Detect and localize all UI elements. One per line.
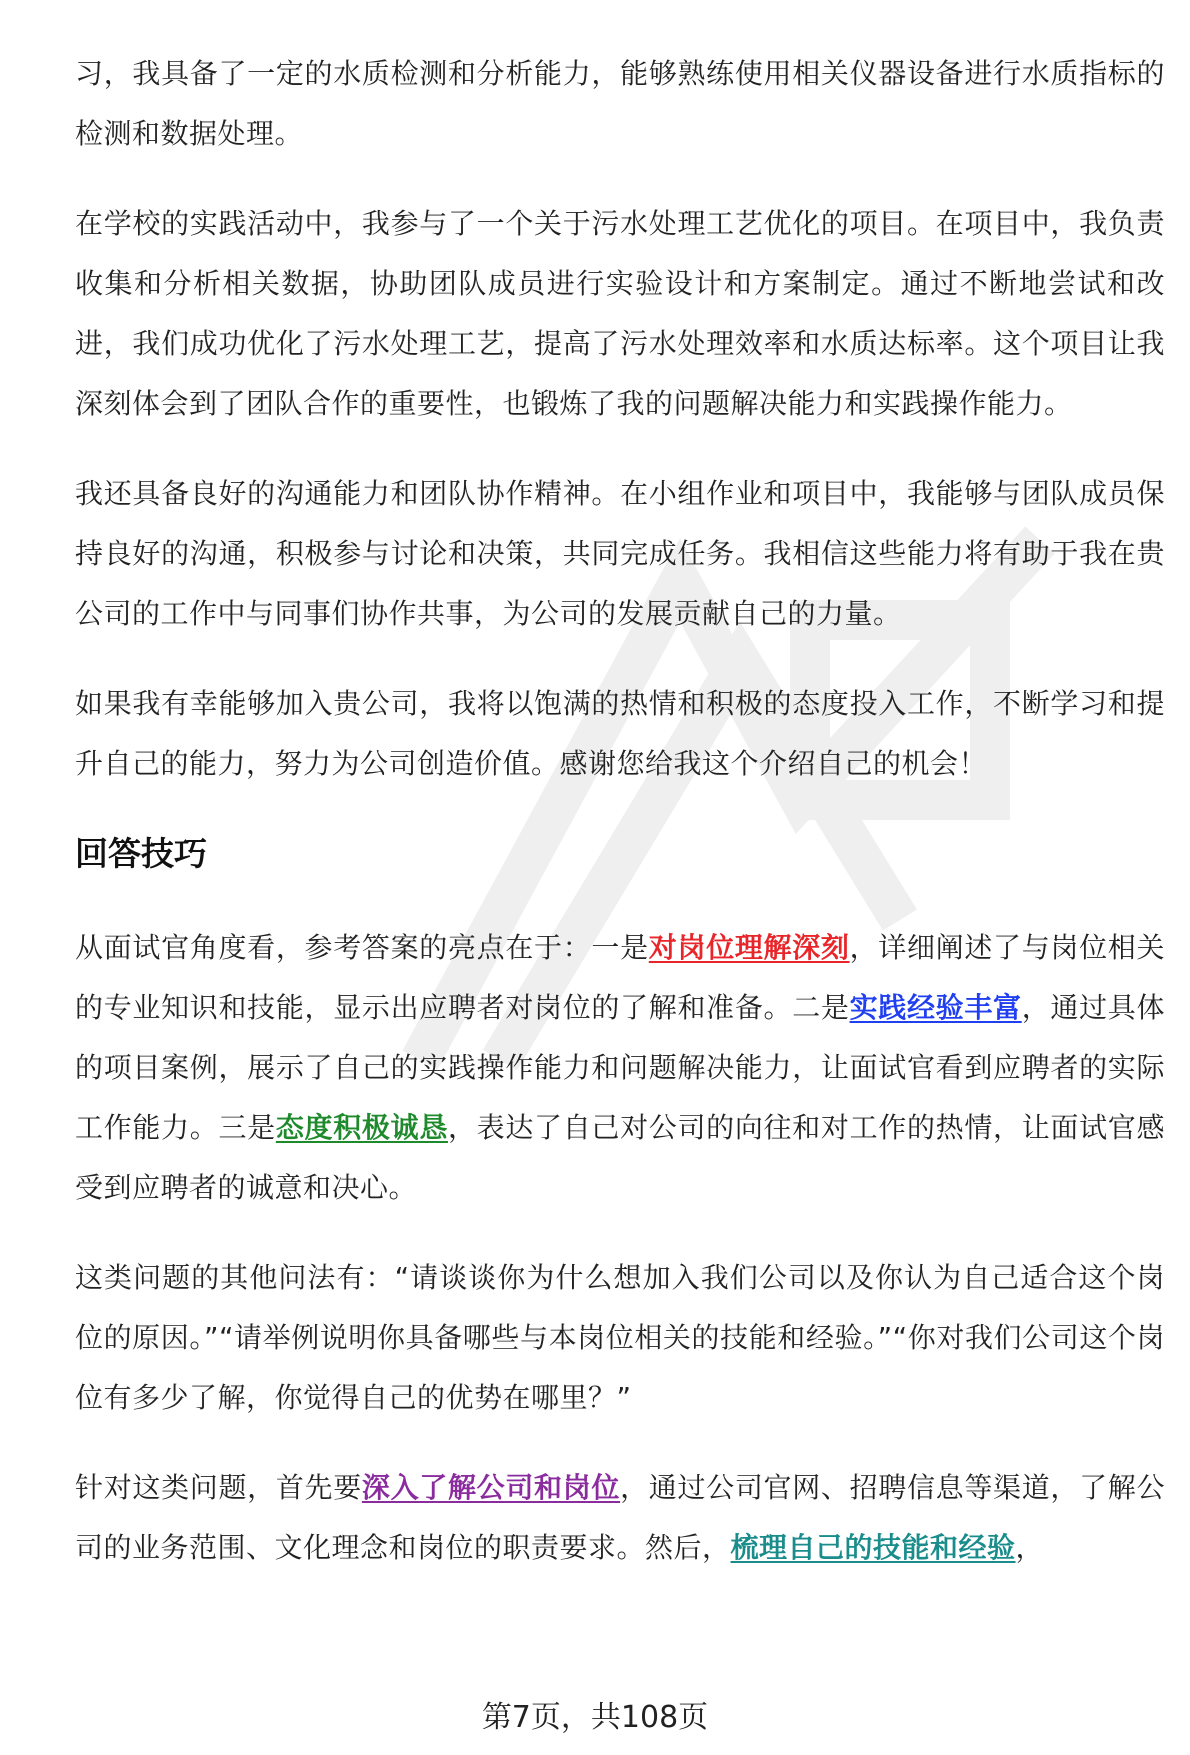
highlight-job-understanding: 对岗位理解深刻 <box>648 931 850 964</box>
paragraph-closing: 如果我有幸能够加入贵公司，我将以饱满的热情和积极的态度投入工作，不断学习和提升自己的能力，努力为公司创造价值。感谢您给我这个介绍自己的机会！ <box>75 687 1165 780</box>
text-segment: 从面试官角度看，参考答案的亮点在于：一是 <box>75 931 649 964</box>
text-segment: ，表达了自己对公司的向往和对工作的热情，让面试官感受到应聘者的诚意和决心。 <box>75 1111 1165 1204</box>
paragraph-communication: 我还具备良好的沟通能力和团队协作精神。在小组作业和项目中，我能够与团队成员保持良好的沟通，积极参与讨论和决策，共同完成任务。我相信这些能力将有助于我在贵公司的工作中与同事们协作共事，为公司的发展贡献自己的力量。 <box>75 477 1165 630</box>
paragraph-alternative-questions: 这类问题的其他问法有：“请谈谈你为什么想加入我们公司以及你认为自己适合这个岗位的原因。”“请举例说明你具备哪些与本岗位相关的技能和经验。”“你对我们公司这个岗位有多少了解，你觉得自己的优势在哪里？” <box>75 1261 1165 1414</box>
highlight-positive-attitude: 态度积极诚恳 <box>275 1111 448 1144</box>
highlight-research-company: 深入了解公司和岗位 <box>361 1471 621 1504</box>
section-heading-answer-tips: 回答技巧 <box>75 834 207 873</box>
text-segment: ，通过具体的项目案例，展示了自己的实践操作能力和问题解决能力，让面试官看到应聘者的实际工作能力。三是 <box>75 991 1165 1144</box>
paragraph-highlights <box>75 918 1165 1218</box>
highlight-review-skills: 梳理自己的技能和经验 <box>730 1531 1016 1564</box>
highlight-practical-experience: 实践经验丰富 <box>849 991 1022 1024</box>
paragraph-approach <box>75 1458 1165 1578</box>
text-segment: ，详细阐述了与岗位相关的专业知识和技能，显示出应聘者对岗位的了解和准备。二是 <box>75 931 1165 1024</box>
text-segment: ，通过公司官网、招聘信息等渠道，了解公司的业务范围、文化理念和岗位的职责要求。然后， <box>75 1471 1165 1564</box>
document-body <box>75 44 1165 1608</box>
text-segment: ， <box>1015 1531 1045 1564</box>
paragraph-skills-continued: 习，我具备了一定的水质检测和分析能力，能够熟练使用相关仪器设备进行水质指标的检测和数据处理。 <box>75 57 1165 150</box>
paragraph-project-experience: 在学校的实践活动中，我参与了一个关于污水处理工艺优化的项目。在项目中，我负责收集和分析相关数据，协助团队成员进行实验设计和方案制定。通过不断地尝试和改进，我们成功优化了污水处理工艺，提高了污水处理效率和水质达标率。这个项目让我深刻体会到了团队合作的重要性，也锻炼了我的问题解决能力和实践操作能力。 <box>75 207 1165 420</box>
text-segment: 针对这类问题，首先要 <box>75 1471 362 1504</box>
page-number-footer: 第7页，共108页 <box>481 1700 709 1735</box>
